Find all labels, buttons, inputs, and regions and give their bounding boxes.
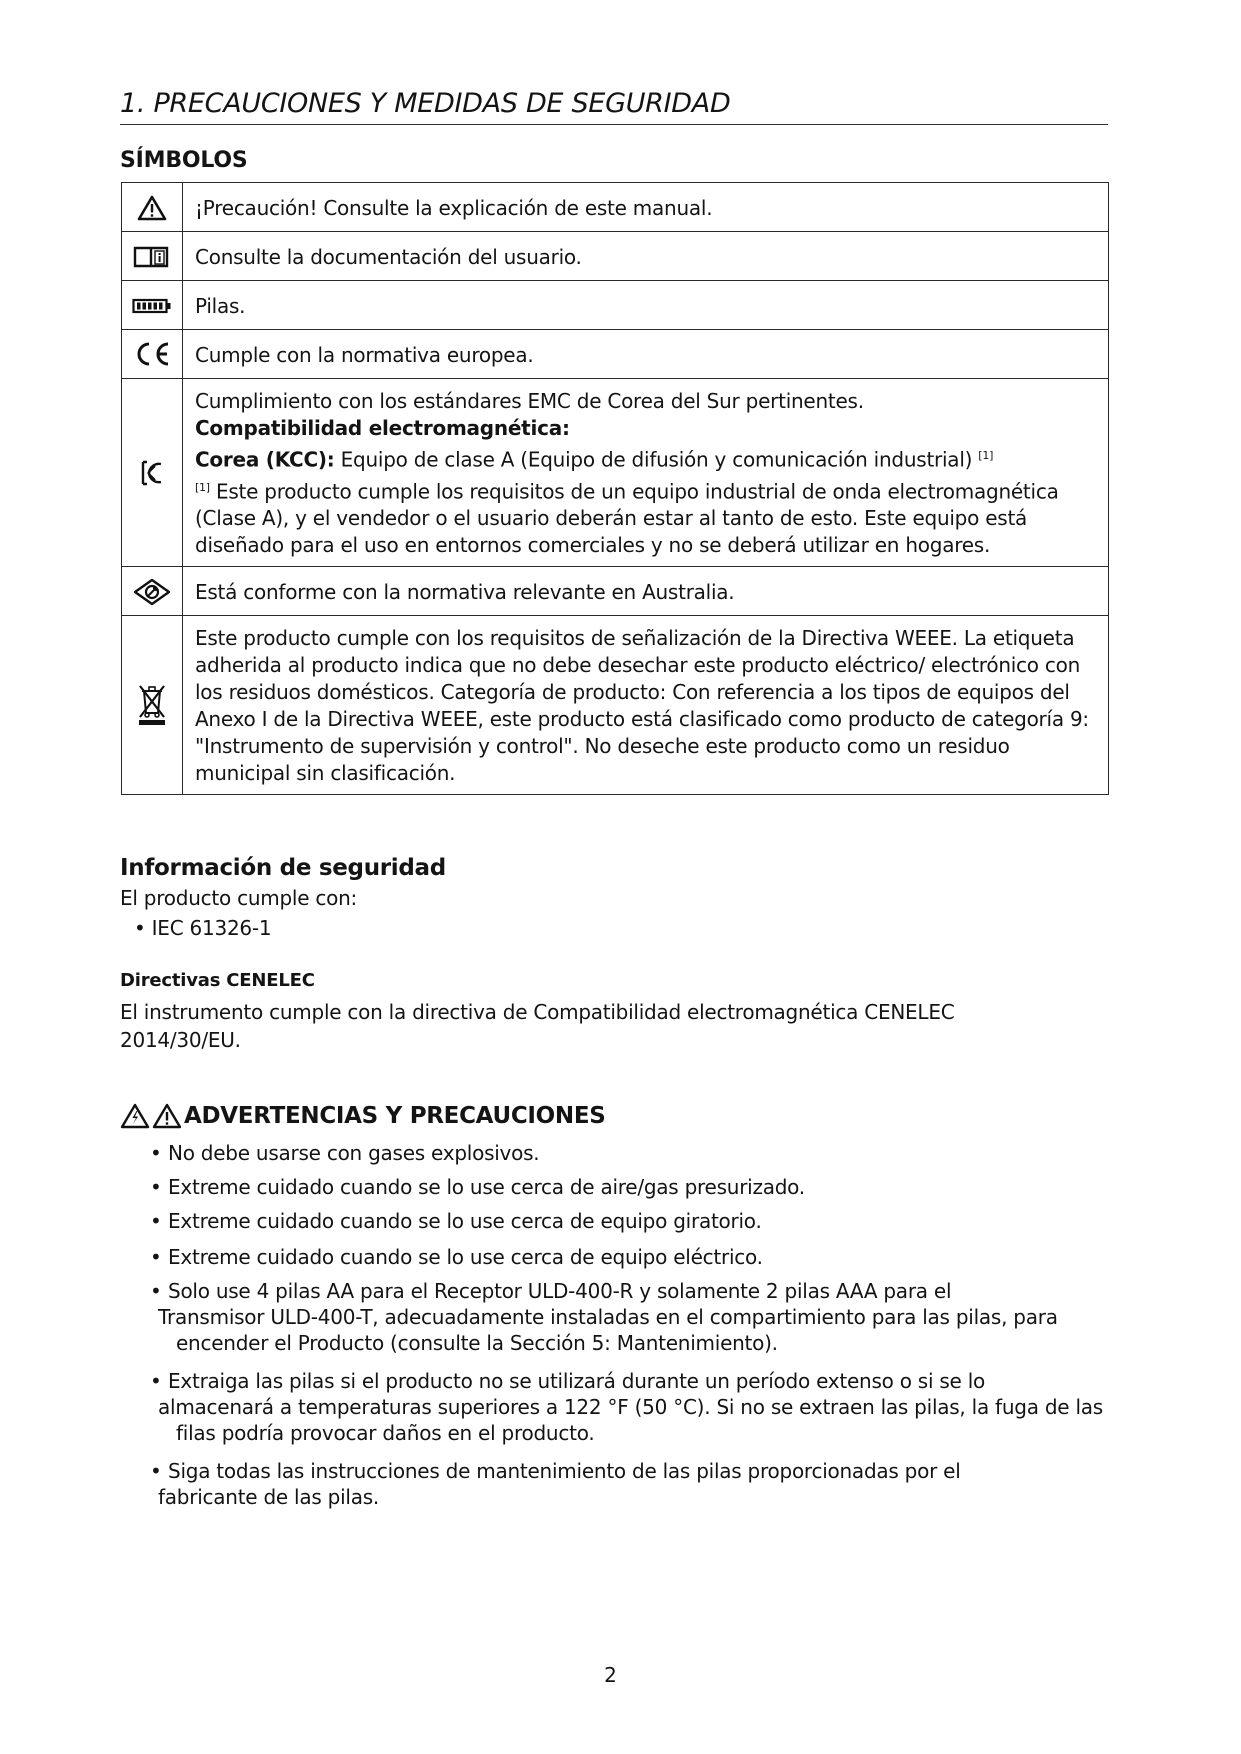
- battery-icon: [132, 298, 172, 314]
- standard-label: IEC 61326-1: [151, 916, 272, 940]
- symbols-heading: SÍMBOLOS: [120, 148, 248, 173]
- symbol-description: Este producto cumple con los requisitos de señalización de la Directiva WEEE. La etiqueta adherida al producto indica que no debe desechar este producto eléctrico/ electrónico con los residuos domésticos. Categoría de producto: Con referencia a los tipos de equipos del Anexo I de la Directiva WEEE, este producto está clasificado como producto de categoría 9: "Instrumento de supervisión y control". No deseche este producto como un residuo municipal sin clasificación.: [183, 616, 1109, 795]
- list-item: • No debe usarse con gases explosivos.: [150, 1141, 540, 1165]
- page-number: 2: [604, 1663, 617, 1687]
- symbol-description: Pilas.: [183, 281, 1109, 330]
- list-item: • Siga todas las instrucciones de mantenimiento de las pilas proporcionadas por el fabricante de las pilas.: [150, 1459, 961, 1509]
- list-item: • Extreme cuidado cuando se lo use cerca de equipo giratorio.: [150, 1209, 762, 1233]
- warnings-list: [150, 1140, 1110, 1510]
- kc-mark-icon: [140, 459, 164, 487]
- symbols-table: [121, 182, 1109, 795]
- footnote-mark: [1]: [978, 449, 994, 462]
- symbol-description: Consulte la documentación del usuario.: [183, 232, 1109, 281]
- safety-info-heading: Información de seguridad: [120, 855, 446, 881]
- bullet: •: [134, 916, 152, 940]
- warnings-heading: ADVERTENCIAS Y PRECAUCIONES: [184, 1103, 606, 1129]
- symbol-description: ¡Precaución! Consulte la explicación de este manual.: [183, 183, 1109, 232]
- list-item: • Extreme cuidado cuando se lo use cerca de equipo eléctrico.: [150, 1245, 763, 1269]
- warning-triangle-icon: [152, 1103, 182, 1129]
- symbol-description: Está conforme con la normativa relevante en Australia.: [183, 567, 1109, 616]
- warnings-heading-row: [120, 1103, 606, 1129]
- list-item: • Extraiga las pilas si el producto no se utilizará durante un período extenso o si se lo almacenará a temperaturas superiores a 122 °F (50 °C). Si no se extraen las pilas, la fuga de las filas podría provocar daños en el producto.: [150, 1369, 1103, 1445]
- warning-triangle-icon: [137, 195, 167, 221]
- symbols-row: [122, 379, 1109, 567]
- cenelec-heading: Directivas CENELEC: [120, 970, 315, 991]
- kc-line: Equipo de clase A (Equipo de difusión y comunicación industrial): [340, 447, 973, 472]
- weee-bin-icon: [136, 683, 168, 727]
- symbols-row: [122, 232, 1109, 281]
- electrical-hazard-icon: [120, 1103, 150, 1129]
- ce-mark-icon: [132, 340, 172, 368]
- cenelec-text: El instrumento cumple con la directiva de Compatibilidad electromagnética CENELEC 2014/30/EU.: [120, 1000, 955, 1052]
- symbols-row: [122, 281, 1109, 330]
- symbols-row: [122, 567, 1109, 616]
- standards-list-item: [134, 914, 271, 942]
- list-item: • Solo use 4 pilas AA para el Receptor ULD-400-R y solamente 2 pilas AAA para el Transmisor ULD-400-T, adecuadamente instaladas en el compartimiento para las pilas, para encender el Producto (consulte la Sección 5: Mantenimiento).: [150, 1279, 1058, 1355]
- footnote-text: Este producto cumple los requisitos de un equipo industrial de onda electromagnética (Clase A), y el vendedor o el usuario deberán estar al tanto de esto. Este equipo está diseñado para el uso en entornos comerciales y no se deberá utilizar en hogares.: [195, 479, 1059, 558]
- manual-info-icon: [133, 245, 171, 269]
- list-item: • Extreme cuidado cuando se lo use cerca de aire/gas presurizado.: [150, 1175, 805, 1199]
- safety-intro: El producto cumple con:: [120, 886, 358, 910]
- footnote-mark: [1]: [195, 480, 210, 494]
- kc-bold-label: Corea (KCC):: [195, 447, 335, 472]
- page-title: 1. PRECAUCIONES Y MEDIDAS DE SEGURIDAD: [120, 86, 1108, 125]
- symbols-row: [122, 616, 1109, 795]
- symbols-row: [122, 330, 1109, 379]
- kc-bold-label: Compatibilidad electromagnética:: [195, 416, 570, 440]
- kc-line: Cumplimiento con los estándares EMC de Corea del Sur pertinentes.: [195, 389, 864, 413]
- symbol-description: Cumple con la normativa europea.: [183, 330, 1109, 379]
- rcm-mark-icon: [133, 578, 171, 606]
- symbols-row: [122, 183, 1109, 232]
- symbol-description-kc: [183, 379, 1109, 567]
